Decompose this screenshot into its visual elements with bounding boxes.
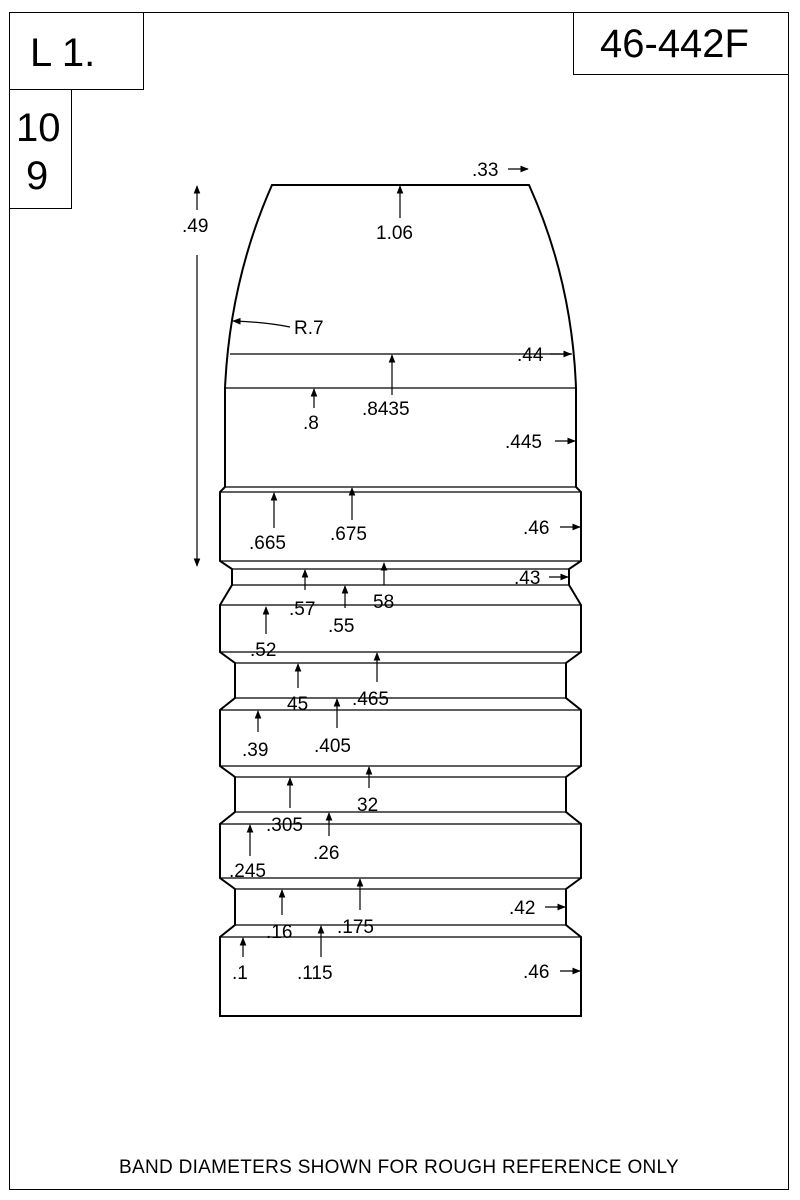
nose-profile: [220, 185, 581, 1016]
label-8435: .8435: [362, 399, 410, 420]
footer-note: BAND DIAMETERS SHOWN FOR ROUGH REFERENCE ONLY: [119, 1157, 679, 1178]
label-8: .8: [303, 413, 319, 434]
label-55: .55: [328, 616, 355, 637]
label-nose-length: 1.06: [376, 223, 413, 244]
label-39: .39: [242, 740, 269, 761]
label-groove4-dia: .42: [509, 898, 536, 919]
label-52: .52: [250, 640, 277, 661]
label-45: 45: [287, 694, 309, 715]
label-26: .26: [313, 843, 340, 864]
label-band1-dia: .46: [523, 518, 550, 539]
label-305: .305: [266, 815, 303, 836]
label-57: .57: [289, 599, 316, 620]
label-32: 32: [357, 795, 379, 816]
bullet-outline: [220, 185, 581, 1016]
label-shank-dia: .445: [505, 432, 542, 453]
label-top-band-dia: .44: [517, 345, 544, 366]
label-groove1-dia: .43: [514, 568, 541, 589]
label-16: .16: [266, 922, 293, 943]
label-175: .175: [337, 917, 374, 938]
label-115: .115: [297, 963, 333, 984]
cavity-number-bottom: 9: [26, 154, 49, 198]
label-245: .245: [229, 861, 266, 882]
label-665: .665: [249, 533, 286, 554]
label-nose-overall: .49: [182, 216, 209, 237]
model-label: L 1.: [30, 31, 96, 75]
label-meplat-offset: .33: [472, 160, 499, 181]
label-58: 58: [373, 592, 395, 613]
label-405: .405: [314, 736, 351, 757]
part-number-label: 46-442F: [600, 22, 749, 66]
label-radius: R.7: [294, 318, 324, 339]
label-465: .465: [352, 689, 389, 710]
dimension-labels: [182, 160, 549, 984]
label-base-band-dia: .46: [523, 962, 550, 983]
label-1: .1: [232, 963, 248, 984]
cavity-number-top: 10: [16, 106, 61, 150]
label-675: .675: [330, 524, 367, 545]
